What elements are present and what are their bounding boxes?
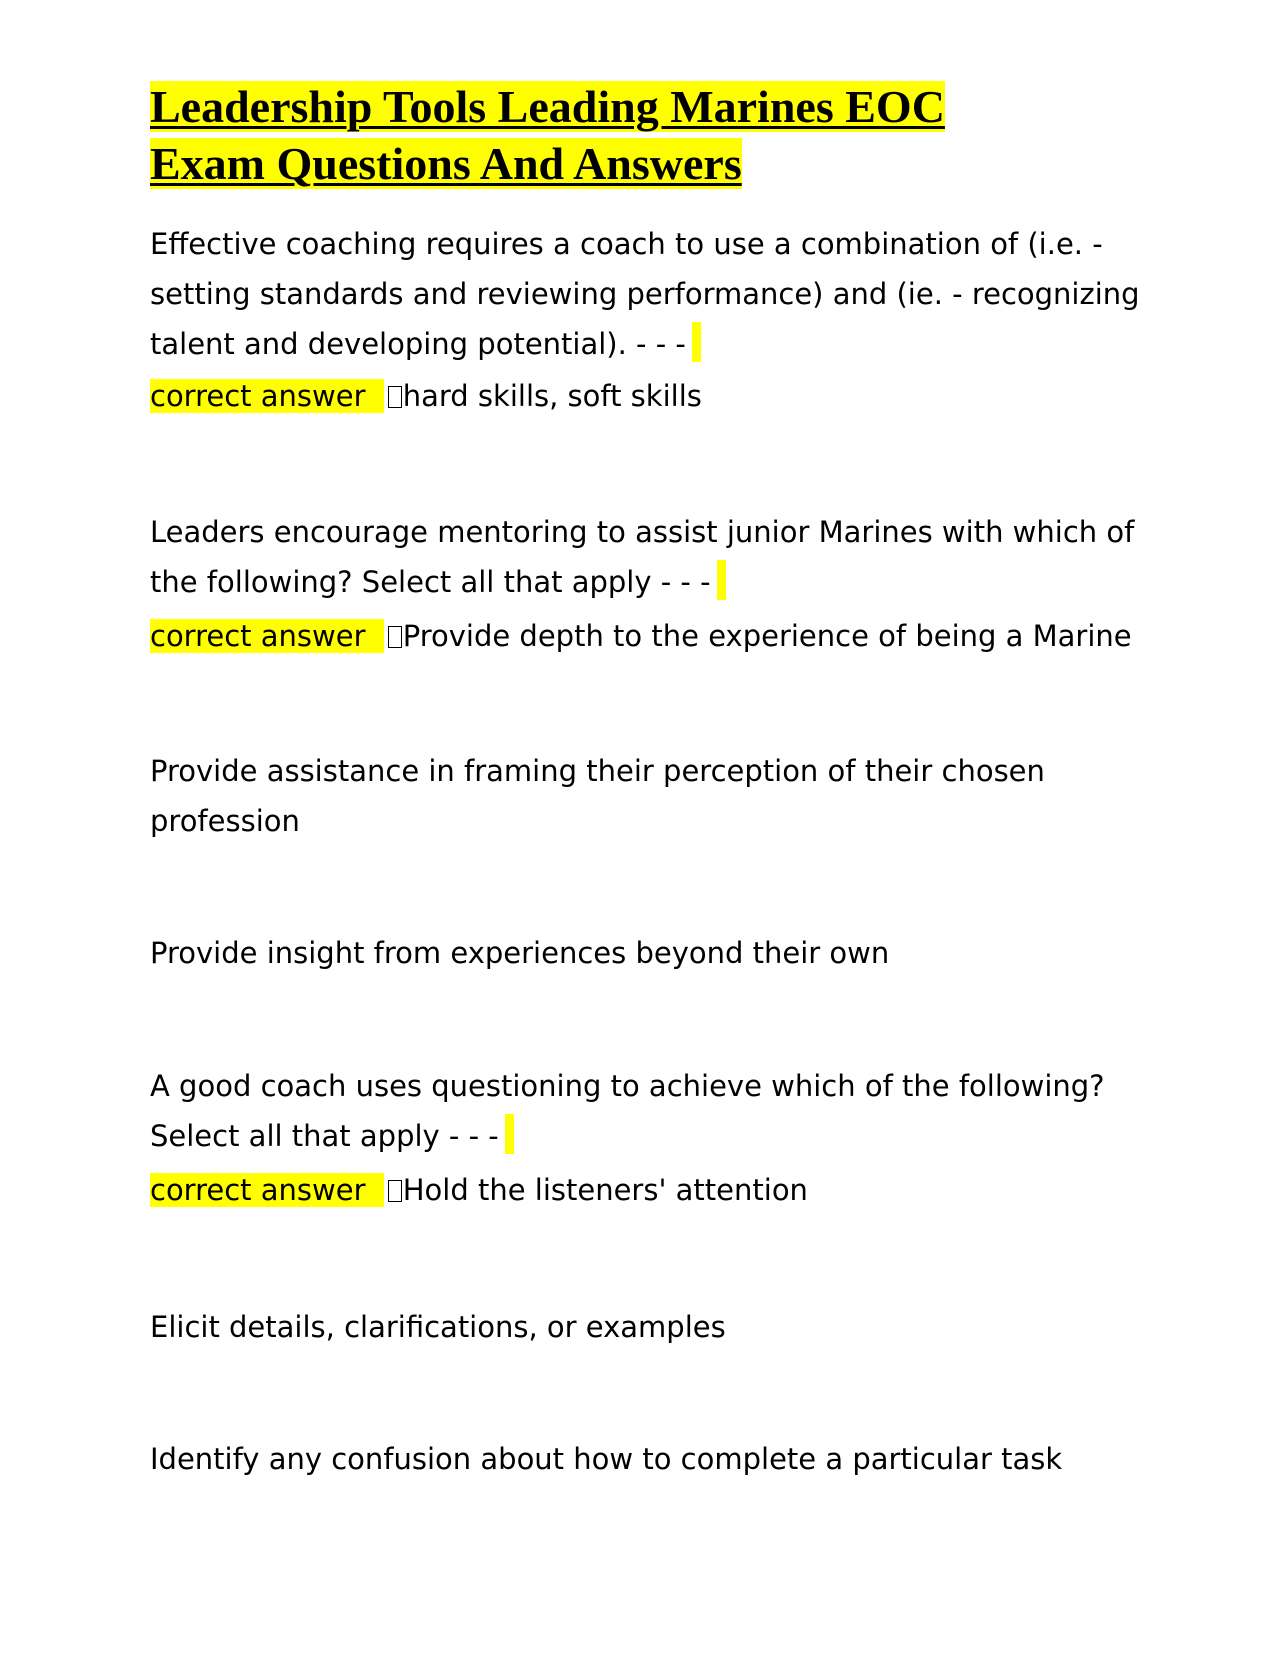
question-2-text: Leaders encourage mentoring to assist junior Marines with which of the following? Select all that apply - - - [150, 515, 1135, 599]
answer-3-item: Identify any confusion about how to complete a particular task [150, 1442, 1063, 1476]
answer-1 [150, 375, 1200, 417]
document-title [150, 78, 1150, 192]
question-1-text: Effective coaching requires a coach to use a combination of (i.e. - setting standards and reviewing performance) and (ie. - recognizing talent and developing potential). - - - [150, 227, 1140, 361]
answer-3 [150, 1169, 1200, 1211]
question-2 [150, 507, 1150, 607]
correct-answer-label: correct answer [150, 1173, 384, 1207]
highlight-marker [717, 560, 726, 600]
correct-answer-label: correct answer [150, 619, 384, 653]
question-3-text: A good coach uses questioning to achieve which of the following? Select all that apply - - - [150, 1069, 1105, 1153]
title-line-1: Leadership Tools Leading Marines EOC [150, 81, 945, 132]
answer-2-text: Provide depth to the experience of being a Marine [402, 619, 1132, 653]
title-line-2: Exam Questions And Answers [150, 138, 742, 189]
answer-3-text: Hold the listeners' attention [402, 1173, 808, 1207]
correct-answer-label: correct answer [150, 379, 384, 413]
highlight-marker [692, 322, 701, 362]
answer-1-text: hard skills, soft skills [402, 379, 702, 413]
missing-glyph-box-icon [388, 386, 402, 408]
answer-2-item: Provide insight from experiences beyond their own [150, 936, 890, 970]
question-3 [150, 1061, 1150, 1161]
answer-3-item: Elicit details, clarifications, or examples [150, 1310, 726, 1344]
answer-2 [150, 615, 1200, 657]
highlight-marker [505, 1114, 514, 1154]
question-1 [150, 219, 1150, 369]
missing-glyph-box-icon [388, 1180, 402, 1202]
answer-2-item: Provide assistance in framing their perception of their chosen profession [150, 754, 1045, 838]
missing-glyph-box-icon [388, 626, 402, 648]
